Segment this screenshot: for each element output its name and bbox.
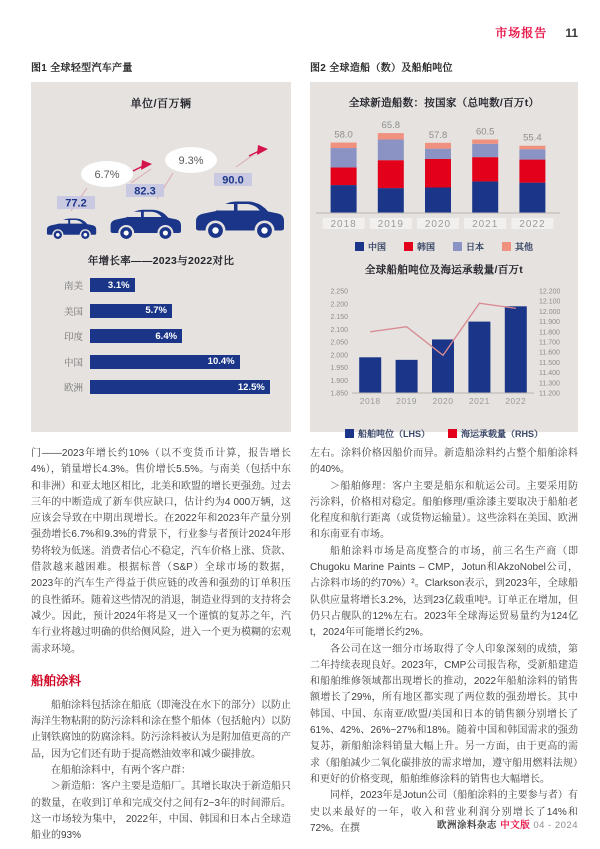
car-chart-canvas	[31, 111, 291, 253]
svg-text:55.4: 55.4	[523, 132, 542, 144]
svg-text:11.600: 11.600	[539, 349, 560, 357]
tonnage-bar-line-chart	[310, 277, 578, 425]
svg-text:90.0: 90.0	[222, 174, 244, 187]
article-paragraph: 各公司在这一细分市场取得了令人印象深刻的成绩，第二年持续表现良好。2023年，CMP公司报告称，受新船建造和船舶维修领域都出现增长的推动，2022年船舶涂料的销售额增长了29%，所有地区都实现了两位数的强劲增长。其中 韩国、中国、东南亚/欧盟/美国和日本的销售额分别增长了61%、42%、26%~27%和18%。随着中国和韩国需求的强劲复苏，新船舶涂料销量大幅上升。另一方面，由于更高的需求（船舶减少二氧化碳排放的需求增加，遵守船用燃料法规）和更好的价格变现，船舶维修涂料的销售也大幅增长。	[310, 643, 578, 785]
growth-bar-category: 中国	[63, 357, 83, 369]
article-paragraph: 船舶涂料包括涂在船底（即淹没在水下的部分）以防止海洋生物粘附的防污涂料和涂在整个船体（包括舱内）以防止钢铁腐蚀的防腐涂料。防污涂料被认为是附加值更高的产品，因为它们还有助于提高燃油效率和减少碳排放。	[31, 699, 291, 760]
legend-swatch	[355, 242, 364, 251]
page-header	[31, 18, 578, 41]
article-paragraph: ＞船舶修理：客户主要是船东和航运公司。主要采用防污涂料，价格相对稳定。船舶修理/重涂漆主要取决于船舶老化程度和航行距离（或货物运输量）。这些涂料在美国、欧洲和东南亚有市场。	[310, 480, 578, 541]
shipbuilding-chart-legend	[310, 240, 578, 253]
article-paragraph: 同样，2023年是Jotun公司（船舶涂料的主要参与者）有史以来最好的一年，收入和营业利润分别增长了14%和72%。在撰	[310, 790, 578, 834]
svg-text:11.400: 11.400	[539, 370, 560, 378]
legend-item	[453, 240, 484, 253]
growth-bar-category: 南美	[63, 281, 83, 292]
svg-text:2018: 2018	[359, 396, 381, 406]
growth-bar-row	[47, 355, 277, 369]
article-paragraph: 左右。涂料价格因船价而异。新造船涂料约占整个船舶涂料的40%。	[310, 448, 578, 476]
svg-text:2022: 2022	[519, 219, 546, 230]
svg-text:2022: 2022	[505, 396, 527, 406]
svg-text:12.100: 12.100	[539, 298, 561, 306]
article-paragraph: 在船舶涂料中，有两个客户群：	[51, 765, 191, 777]
legend-label: 中国	[367, 242, 386, 252]
page-footer	[437, 817, 578, 831]
svg-text:11.800: 11.800	[539, 329, 560, 337]
growth-bar-category: 欧洲	[63, 383, 83, 394]
page-number: 11	[565, 26, 578, 40]
shipbuilding-chart-title: 全球新造船数：按国家（总吨数/百万t）	[348, 97, 540, 109]
legend-label: 其他	[515, 242, 534, 252]
growth-bar	[90, 380, 270, 394]
svg-text:58.0: 58.0	[334, 129, 353, 141]
svg-text:2020: 2020	[432, 396, 454, 406]
section-title: 市场报告	[495, 26, 548, 40]
growth-chart-title: 年增长率——2023与2022对比	[87, 255, 235, 267]
growth-bar-value: 12.5%	[237, 381, 265, 393]
shipbuilding-chart-canvas	[316, 116, 560, 238]
growth-bar-value: 10.4%	[207, 356, 235, 367]
growth-bar-category: 美国	[63, 306, 83, 318]
growth-bar	[90, 355, 240, 369]
figure2	[310, 59, 578, 439]
growth-bar-value: 6.4%	[155, 330, 178, 342]
svg-text:65.8: 65.8	[381, 120, 401, 132]
edition-label: 中文版	[500, 820, 531, 831]
legend-swatch	[453, 242, 462, 251]
growth-bar	[90, 278, 135, 292]
svg-text:2.050: 2.050	[330, 339, 348, 347]
growth-bar-row	[47, 380, 277, 394]
svg-text:11.200: 11.200	[539, 390, 560, 398]
growth-bar-value: 3.1%	[107, 279, 130, 291]
svg-text:6.7%: 6.7%	[94, 168, 120, 181]
figure2-caption: 图2 全球造船（数）及船舶吨位	[310, 63, 453, 74]
growth-bar-row	[47, 304, 277, 318]
figures-row	[31, 59, 578, 439]
growth-bar	[90, 304, 172, 318]
legend-item	[502, 240, 533, 253]
legend-label: 船舶吨位（LHS）	[357, 429, 430, 439]
svg-text:2020: 2020	[424, 219, 452, 230]
issue-number: 04 - 2024	[533, 820, 578, 831]
figure1-panel	[31, 82, 291, 432]
legend-swatch	[404, 242, 413, 251]
article-paragraph: 船舶涂料市场是高度整合的市场，前三名生产商（即Chugoku Marine Paints – CMP，Jotun和AkzoNobel公司，占涂料市场的约70%）²。Clarkson表示，到2023年，全球船队供应量将增长3.2%，达到23亿载重吨³。订单正在增加，但仍只占舰队的12%左右。2023年全球海运贸易量约为124亿t，2024年可能增长约2%。	[310, 545, 578, 639]
svg-text:1.950: 1.950	[330, 365, 348, 372]
svg-text:2.100: 2.100	[330, 326, 348, 334]
svg-text:2019: 2019	[396, 396, 418, 406]
growth-bar-row	[47, 329, 277, 343]
figure1	[31, 59, 291, 432]
tonnage-chart-canvas	[316, 281, 568, 425]
svg-text:82.3: 82.3	[134, 185, 156, 198]
car-chart-title: 单位/百万辆	[130, 98, 192, 110]
growth-bar-value: 5.7%	[145, 305, 167, 316]
svg-text:2019: 2019	[377, 219, 404, 230]
tonnage-chart-title: 全球船舶吨位及海运承载量/百万t	[364, 264, 524, 276]
svg-text:11.900: 11.900	[539, 319, 560, 327]
article-left-column	[31, 446, 291, 845]
legend-swatch	[345, 429, 354, 438]
svg-text:12.000: 12.000	[539, 308, 561, 316]
figure1-caption: 图1 全球轻型汽车产量	[31, 63, 133, 74]
car-pictogram-chart	[31, 111, 291, 253]
svg-text:2021: 2021	[468, 396, 490, 406]
svg-text:2.250: 2.250	[330, 288, 348, 296]
legend-label: 日本	[466, 242, 485, 252]
svg-text:57.8: 57.8	[428, 129, 448, 141]
article-paragraph: ＞新造船：客户主要是造船厂。其增长取决于新造船只的数量，在收到订单和完成交付之间有2~3年的时间滞后。这一市场较为集中， 2022年，中国、韩国和日本占全球造船业的93%	[31, 781, 291, 842]
growth-bar-chart	[31, 268, 291, 394]
legend-item	[355, 240, 386, 253]
legend-item	[404, 240, 435, 253]
svg-text:9.3%: 9.3%	[178, 154, 204, 167]
svg-text:77.2: 77.2	[65, 197, 87, 210]
tonnage-chart-legend	[310, 427, 578, 440]
legend-item	[345, 427, 430, 440]
svg-text:12.200: 12.200	[539, 288, 561, 296]
svg-text:2.200: 2.200	[330, 301, 348, 309]
growth-bar	[90, 329, 182, 343]
growth-bar-row	[47, 278, 277, 292]
article-body	[31, 446, 578, 845]
svg-text:11.500: 11.500	[539, 359, 560, 367]
svg-text:60.5: 60.5	[475, 126, 495, 138]
figure2-panel	[310, 82, 578, 439]
section-heading: 船舶涂料	[31, 673, 82, 688]
svg-text:2021: 2021	[472, 219, 499, 230]
svg-text:1.850: 1.850	[330, 390, 348, 398]
legend-swatch	[448, 429, 457, 438]
svg-text:2.000: 2.000	[330, 352, 348, 360]
article-paragraph: 门——2023年增长约10%（以不变货币计算，报告增长4%），销量增长4.3%。售价增长5.5%。与南美（包括中东和非洲）和亚太地区相比，北美和欧盟的增长更强劲。过去三年的中断造成了新车供应缺口，估计约为4 000万辆，这应该会导致在中期出现增长。在2022年和2023年产量分别强劲增长6.7%和9.3%的背景下，行业参与者预计2024年形势将较为低迷。消费者信心不稳定，汽车价格上涨、贷款、借款越来越困难。根据标普（S&P）全球市场的数据，2023年的汽车生产得益于供应链的改善和强劲的订单积压的良性循环。随着这些情况的消退，制造业得到的支持将会减少。因此，预计2024年将是又一个谨慎的复苏之年，汽车行业将越过明确的供给侧风险，进入一个更为模糊的宏观需求环境。	[31, 448, 291, 655]
svg-text:1.900: 1.900	[330, 377, 348, 385]
legend-label: 韩国	[416, 242, 435, 252]
svg-text:11.700: 11.700	[539, 339, 560, 347]
shipbuilding-stacked-bar-chart	[310, 110, 578, 238]
legend-swatch	[502, 242, 511, 251]
legend-item	[448, 427, 543, 440]
article-right-column	[310, 446, 578, 845]
svg-text:2018: 2018	[330, 219, 357, 230]
svg-text:11.300: 11.300	[539, 380, 560, 388]
journal-name: 欧洲涂料杂志	[437, 820, 498, 831]
growth-bar-category: 印度	[63, 332, 83, 343]
svg-text:2.150: 2.150	[330, 314, 348, 321]
legend-label: 海运承载量（RHS）	[461, 429, 544, 439]
